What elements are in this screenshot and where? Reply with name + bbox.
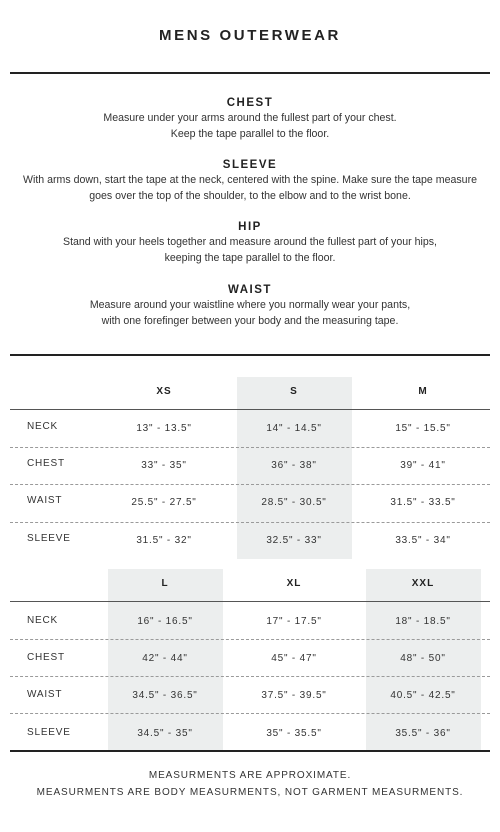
guide-heading: CHEST [226,97,274,109]
guide-sleeve [0,157,500,204]
guide-hip [0,219,500,266]
row-divider [10,639,490,640]
row-label-chest: CHEST [27,458,65,469]
guide-text: Measure around your waistline where you normally wear your pants, [89,299,411,311]
table-cell: 33" - 35" [141,460,187,471]
table-header-rule [10,409,490,410]
row-label-waist: WAIST [27,689,63,700]
table-cell: 35" - 35.5" [266,728,322,739]
table-cell: 42" - 44" [142,653,188,664]
row-label-neck: NECK [27,421,58,432]
table-cell: 32.5" - 33" [266,535,322,546]
table-cell: 28.5" - 30.5" [261,497,327,508]
footer-note: MEASURMENTS ARE BODY MEASURMENTS, NOT GARMENT MEASURMENTS. [36,787,464,798]
guide-waist [0,282,500,329]
row-divider [10,484,490,485]
size-header-l: L [161,578,169,589]
table-cell: 16" - 16.5" [137,616,193,627]
table-cell: 48" - 50" [400,653,446,664]
size-header-xs: XS [156,386,172,397]
size-header-xl: XL [286,578,302,589]
guide-text: keeping the tape parallel to the floor. [164,251,336,264]
guide-text: With arms down, start the tape at the neck, centered with the spine. Make sure the tape measure [22,174,477,186]
footer-note: MEASURMENTS ARE APPROXIMATE. [148,770,352,781]
table-cell: 13" - 13.5" [136,423,192,434]
guide-chest [0,95,500,142]
guide-text: Keep the tape parallel to the floor. [170,127,330,140]
table-cell: 17" - 17.5" [266,616,322,627]
table-cell: 25.5" - 27.5" [131,497,197,508]
table-cell: 31.5" - 32" [136,535,192,546]
table-cell: 18" - 18.5" [395,616,451,627]
row-label-sleeve: SLEEVE [27,533,71,544]
guide-text: goes over the top of the shoulder, to the elbow and to the wrist bone. [89,189,411,202]
guide-text: with one forefinger between your body and the measuring tape. [101,314,399,327]
table-cell: 39" - 41" [400,460,446,471]
guide-heading: SLEEVE [222,159,278,171]
size-header-s: S [290,386,298,397]
guide-text: Measure under your arms around the fullest part of your chest. [103,112,397,124]
row-divider [10,522,490,523]
row-label-sleeve: SLEEVE [27,727,71,738]
size-header-xxl: XXL [411,578,435,589]
top-divider [10,72,490,74]
row-label-chest: CHEST [27,652,65,663]
table-cell: 35.5" - 36" [395,728,451,739]
row-divider [10,676,490,677]
table-cell: 34.5" - 35" [137,728,193,739]
guide-bottom-divider [10,354,490,356]
table-cell: 33.5" - 34" [395,535,451,546]
table-cell: 36" - 38" [271,460,317,471]
guide-heading: WAIST [228,284,272,296]
table-cell: 34.5" - 36.5" [132,690,198,701]
row-label-waist: WAIST [27,495,63,506]
table-cell: 40.5" - 42.5" [390,690,456,701]
table-header-rule [10,601,490,602]
table-bottom-divider [10,750,490,752]
table-cell: 14" - 14.5" [266,423,322,434]
row-label-neck: NECK [27,615,58,626]
guide-text: Stand with your heels together and measure around the fullest part of your hips, [63,236,437,248]
table-cell: 37.5" - 39.5" [261,690,327,701]
page-title: MENS OUTERWEAR [159,27,341,44]
row-divider [10,447,490,448]
table-cell: 31.5" - 33.5" [390,497,456,508]
table-cell: 45" - 47" [271,653,317,664]
row-divider [10,713,490,714]
table-cell: 15" - 15.5" [395,423,451,434]
guide-heading: HIP [238,221,262,233]
size-header-m: M [418,386,428,397]
